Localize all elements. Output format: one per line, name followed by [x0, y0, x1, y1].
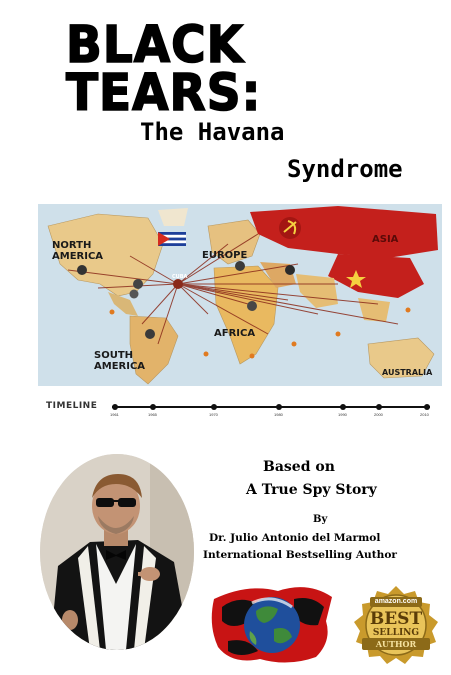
- timeline-dot: [112, 404, 118, 410]
- timeline-year: 2000: [374, 412, 383, 417]
- timeline-year: 2010: [420, 412, 429, 417]
- author-title: International Bestselling Author: [203, 549, 397, 561]
- label-australia: AUSTRALIA: [382, 368, 433, 377]
- tagline-line-2: A True Spy Story: [246, 482, 377, 498]
- badge-line-1: BEST: [369, 609, 423, 629]
- title-line-2: TEARS:: [66, 63, 262, 123]
- subtitle-line-1: The Havana: [140, 118, 285, 146]
- timeline-year: 1990: [338, 412, 347, 417]
- timeline-dot: [211, 404, 217, 410]
- timeline-label: TIMELINE: [46, 401, 98, 411]
- author-portrait-graphic: [40, 454, 194, 650]
- timeline-year: 1970: [209, 412, 218, 417]
- timeline-dot: [424, 404, 430, 410]
- timeline-axis: [112, 406, 430, 408]
- author-photo: [40, 454, 194, 650]
- timeline-year: 1965: [148, 412, 157, 417]
- label-south-america: SOUTH AMERICA: [94, 350, 146, 372]
- title-line-1: BLACK: [66, 15, 245, 75]
- timeline-year: 1961: [110, 412, 119, 417]
- timeline-dot: [376, 404, 382, 410]
- badge-line-2: SELLING: [372, 628, 420, 638]
- label-africa: AFRICA: [214, 328, 256, 339]
- label-cuba: CUBA: [172, 274, 188, 280]
- timeline-dot: [276, 404, 282, 410]
- globe-graphic: [208, 581, 335, 667]
- label-asia: ASIA: [372, 234, 399, 245]
- tagline-line-1: Based on: [263, 459, 335, 475]
- label-europe: EUROPE: [202, 250, 248, 261]
- by-label: By: [313, 514, 328, 525]
- timeline-dot: [150, 404, 156, 410]
- badge-line-3: AUTHOR: [375, 639, 417, 649]
- globe-image: [208, 581, 335, 667]
- world-map: [38, 204, 442, 386]
- author-name: Dr. Julio Antonio del Marmol: [209, 532, 381, 544]
- badge-brand: amazon.com: [374, 598, 418, 605]
- subtitle-line-2: Syndrome: [287, 155, 403, 183]
- label-north-america: NORTH AMERICA: [52, 240, 104, 262]
- timeline-year: 1980: [274, 412, 283, 417]
- bestseller-badge: [352, 584, 440, 664]
- timeline-dot: [340, 404, 346, 410]
